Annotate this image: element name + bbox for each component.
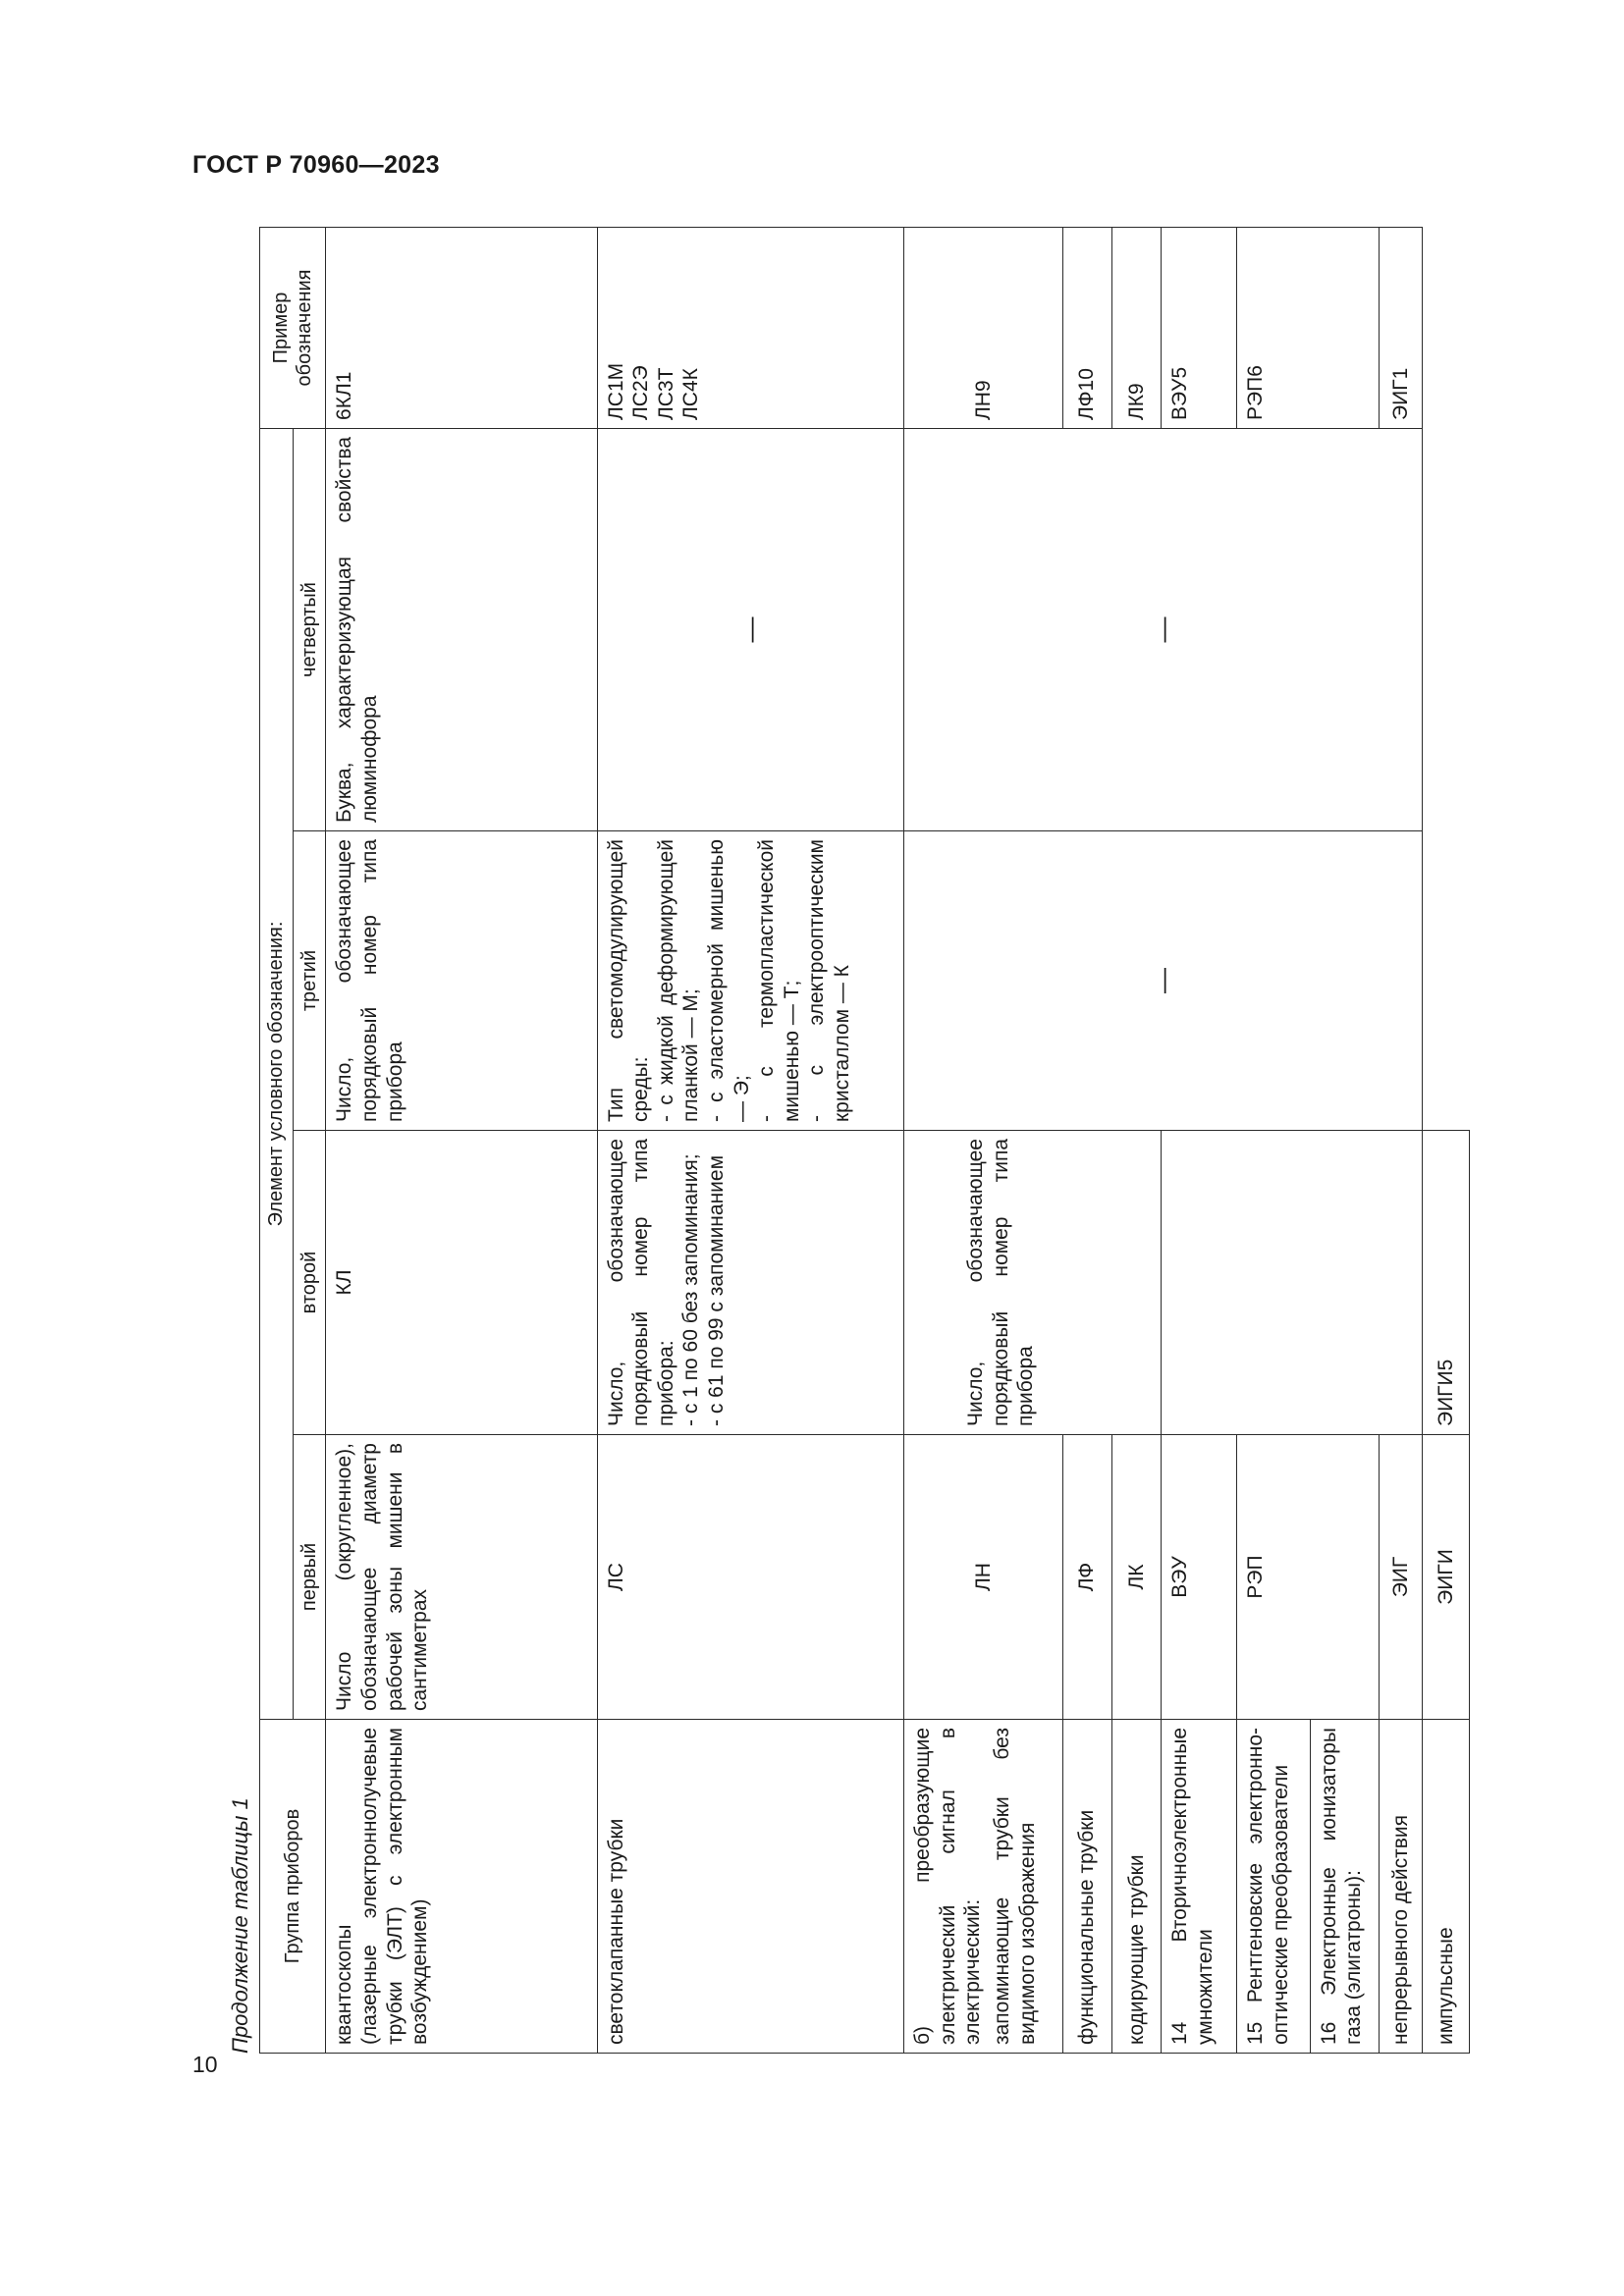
device-designation-table	[259, 227, 1470, 2054]
table-row	[904, 227, 1062, 2053]
row-preobr-second: Число, обозначающее порядковый номер типа прибора	[904, 1131, 1162, 1435]
row-impulsnye-group: импульсные	[1423, 1720, 1470, 2054]
row-vtorichno-example: ВЭУ5	[1162, 227, 1237, 428]
row-preobr-third: —	[904, 831, 1423, 1131]
svetoklap-third-l5: - с электрооптическим кристаллом — К	[805, 839, 854, 1122]
row-nepreryvnogo-first: ЭИГ	[1380, 1435, 1423, 1720]
row-kvantoskopy-second: КЛ	[326, 1131, 597, 1435]
svetoklap-third-l3: - с эластомерной мишенью — Э;	[705, 839, 753, 1122]
document-header: ГОСТ Р 70960—2023	[192, 151, 440, 179]
table-row	[326, 227, 597, 2053]
row-funktsionalnye-first: ЛФ	[1062, 1435, 1111, 1720]
table-row	[1423, 227, 1470, 2053]
row-preobr-example: ЛН9	[904, 227, 1062, 428]
svetoklap-second-l2: - с 1 по 60 без запоминания;	[679, 1153, 703, 1426]
row-svetoklapannye-group: светоклапанные трубки	[597, 1720, 904, 2054]
header-group: Группа приборов	[260, 1720, 326, 2054]
row-vtorichno-group: 14 Вторичноэлектронные умножители	[1162, 1720, 1237, 2054]
row-rentgen-first: РЭП	[1236, 1435, 1379, 1720]
kvantoskopy-desc: (лазерные электроннолучевые трубки (ЭЛТ) с электронным возбуждением)	[357, 1728, 432, 2045]
svetoklap-third-l1: Тип светомодулирующей среды:	[604, 839, 653, 1122]
row-nepreryvnogo-group: непрерывного действия	[1380, 1720, 1423, 2054]
example-ls4k: ЛС4К	[679, 368, 703, 420]
row-kodiruyushchie-example: ЛК9	[1111, 227, 1161, 428]
table-row	[597, 227, 904, 2053]
row-kodiruyushchie-first: ЛК	[1111, 1435, 1161, 1720]
page-number: 10	[192, 2052, 218, 2077]
header-element: Элемент условного обозначения:	[260, 428, 294, 1719]
row-vtorichno-second-empty	[1162, 1131, 1423, 1435]
row-kodiruyushchie-group: кодирующие трубки	[1111, 1720, 1161, 2054]
row-svetoklapannye-fourth: —	[597, 428, 904, 830]
row-svetoklapannye-second	[597, 1131, 904, 1435]
rotated-table-region	[228, 228, 1470, 2054]
row-preobr-fourth: —	[904, 428, 1423, 830]
example-ls3t: ЛС3Т	[654, 367, 677, 420]
header-third: третий	[293, 831, 326, 1131]
header-fourth: четвертый	[293, 428, 326, 830]
svetoklap-second-l1: Число, обозначающее порядковый номер типа прибора:	[604, 1139, 677, 1426]
example-ls1m: ЛС1М	[604, 362, 627, 420]
row-rentgen-example: РЭП6	[1236, 227, 1379, 428]
preobr-title: б) преобразующие электрический сигнал в электрический:	[911, 1728, 985, 2045]
row-kvantoskopy-first: Число (округленное), обозначающее диаметр рабочей зоны мишени в сантиметрах	[326, 1435, 597, 1720]
row-svetoklapannye-example	[597, 227, 904, 428]
row-rentgen-group: 15 Рентгеновские электронно-оптические преобразователи	[1236, 1720, 1310, 2054]
row-impulsnye-example: ЭИГИ5	[1423, 1131, 1470, 1435]
row-impulsnye-first: ЭИГИ	[1423, 1435, 1470, 1720]
kvantoskopy-title: квантоскопы	[333, 1924, 356, 2045]
row-preobr-first: ЛН	[904, 1435, 1062, 1720]
header-row-1	[260, 227, 294, 2053]
svetoklap-second-l3: - с 61 по 99 с запоминанием	[705, 1154, 729, 1426]
row-kvantoskopy-third: Число, обозначающее порядковый номер типа прибора	[326, 831, 597, 1131]
example-ls2e: ЛС2Э	[629, 365, 653, 420]
row-vtorichno-first: ВЭУ	[1162, 1435, 1237, 1720]
header-first: первый	[293, 1435, 326, 1720]
table-caption: Продолжение таблицы 1	[228, 1797, 252, 2054]
svetoklap-third-l2: - с жидкой деформирующей планкой — М;	[654, 839, 703, 1122]
header-example: Пример обозначения	[260, 227, 326, 428]
row-nepreryvnogo-example: ЭИГ1	[1380, 227, 1423, 428]
row-kvantoskopy-group	[326, 1720, 597, 2054]
row-kvantoskopy-fourth: Буква, характеризующая свойства люминофора	[326, 428, 597, 830]
header-second: второй	[293, 1131, 326, 1435]
row-funktsionalnye-group: функциональные трубки	[1062, 1720, 1111, 2054]
row-svetoklapannye-first: ЛС	[597, 1435, 904, 1720]
row-kvantoskopy-example: 6КЛ1	[326, 227, 597, 428]
row-preobr-group	[904, 1720, 1062, 2054]
row-svetoklapannye-third	[597, 831, 904, 1131]
row-funktsionalnye-example: ЛФ10	[1062, 227, 1111, 428]
zapominayushchie-label: запоминающие трубки без видимого изображения	[991, 1728, 1039, 2045]
row-ionizatory-group: 16 Электронные ионизаторы газа (элигатроны):	[1310, 1720, 1380, 2054]
svetoklap-third-l4: - с термопластической мишенью — Т;	[755, 839, 803, 1122]
